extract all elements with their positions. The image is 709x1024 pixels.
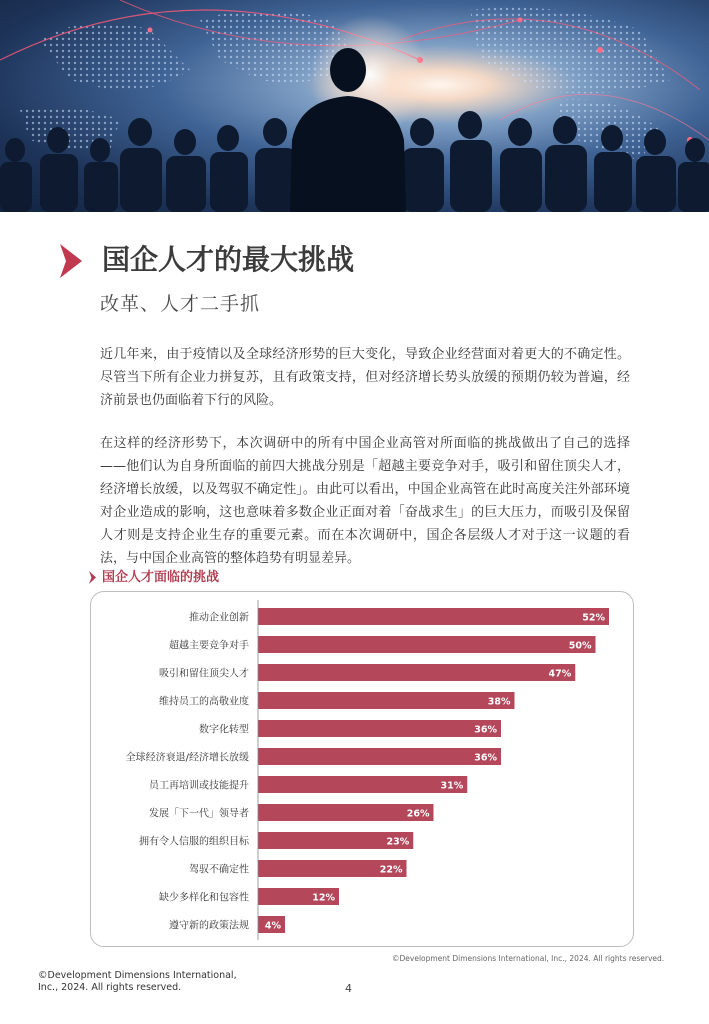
bar (258, 608, 609, 625)
category-label: 员工再培训或技能提升 (149, 780, 249, 792)
footer-copyright: ©Development Dimensions International, Inc., 2024. All rights reserved. (38, 970, 237, 993)
bar-value-label: 38% (487, 696, 511, 708)
chart-heading: 国企人才面临的挑战 (102, 570, 220, 585)
body-paragraph-1: 近几年来，由于疫情以及全球经济形势的巨大变化，导致企业经营面对着更大的不确定性。尽管当下所有企业力拼复苏，且有政策支持，但对经济增长势头放缓的预期仍较为普遍，经济前景也仍面临着下行的风险。 (100, 347, 630, 408)
bar (258, 664, 575, 681)
chart-container (90, 591, 634, 947)
category-label: 遵守新的政策法规 (169, 920, 249, 932)
category-label: 缺少多样化和包容性 (159, 892, 249, 904)
category-label: 全球经济衰退/经济增长放缓 (125, 752, 249, 764)
chevron-right-icon (58, 244, 84, 278)
hero-banner-image (0, 0, 709, 212)
bar (258, 720, 501, 737)
bar (258, 636, 596, 653)
page-number: 4 (345, 982, 352, 995)
page-title: 国企人才的最大挑战 (102, 243, 355, 276)
bar-value-label: 4% (264, 920, 281, 932)
category-label: 推动企业创新 (189, 612, 249, 624)
bar-value-label: 36% (474, 724, 497, 736)
bar-value-label: 47% (548, 668, 572, 680)
category-label: 维持员工的高敬业度 (159, 696, 249, 708)
bar-value-label: 52% (582, 612, 605, 624)
challenges-bar-chart (91, 592, 635, 948)
small-chevron-right-icon (88, 571, 97, 584)
body-paragraph-2: 在这样的经济形势下，本次调研中的所有中国企业高管对所面临的挑战做出了自己的选择——他们认为自身所面临的前四大挑战分别是「超越主要竞争对手，吸引和留住顶尖人才，经济增长放缓，以及驾驭不确定性」。由此可以看出，中国企业高管在此时高度关注外部环境对企业造成的影响，这也意味着多数企业正面对着「奋战求生」的巨大压力，而吸引及保留人才则是支持企业生存的重要元素。而在本次调研中，国企各层级人才对于这一议题的看法，与中国企业高管的整体趋势有明显差异。 (100, 436, 630, 566)
bar-value-label: 23% (386, 836, 410, 848)
category-label: 发展「下一代」领导者 (149, 808, 249, 820)
bar (258, 776, 467, 793)
chart-credit: ©Development Dimensions International, Inc., 2024. All rights reserved. (392, 954, 665, 963)
section-title-row (58, 240, 658, 282)
bar (258, 748, 501, 765)
bar-value-label: 22% (379, 864, 403, 876)
business-crowd-world-map-image (0, 0, 709, 212)
bar-value-label: 36% (474, 752, 497, 764)
bar-value-label: 12% (312, 892, 335, 904)
bar-value-label: 50% (568, 640, 592, 652)
category-label: 驾驭不确定性 (189, 864, 249, 876)
bar-value-label: 31% (440, 780, 464, 792)
category-label: 数字化转型 (199, 724, 249, 736)
category-label: 拥有令人信服的组织目标 (139, 836, 249, 848)
category-label: 吸引和留住顶尖人才 (159, 668, 249, 680)
bar (258, 692, 515, 709)
category-label: 超越主要竞争对手 (169, 640, 249, 652)
page-subtitle: 改革、人才二手抓 (100, 293, 261, 315)
bar-value-label: 26% (406, 808, 430, 820)
